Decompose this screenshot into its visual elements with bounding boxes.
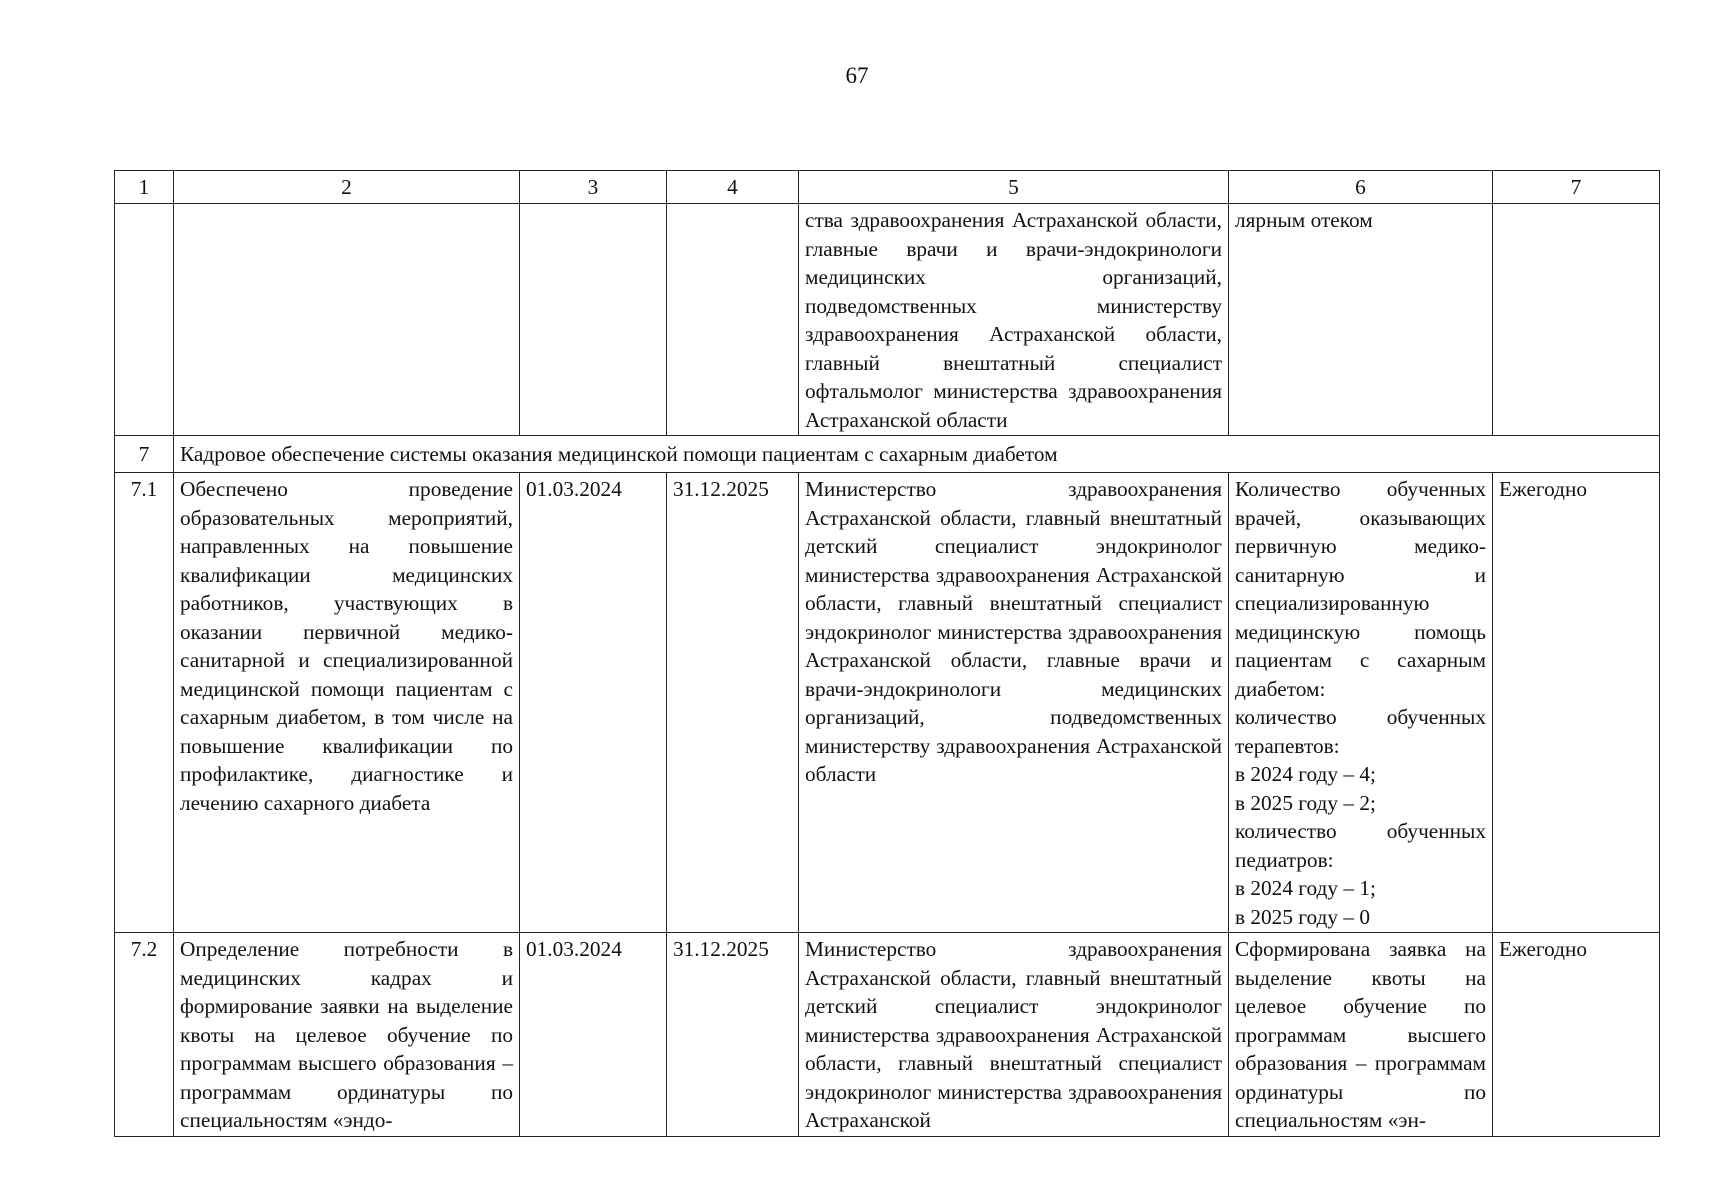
result-line: в 2024 году – 4; <box>1235 762 1376 786</box>
column-header-4: 4 <box>667 171 799 204</box>
table-header-row <box>115 171 1660 204</box>
result-line: количество обученных терапевтов: <box>1235 705 1486 758</box>
table-row <box>115 473 1660 933</box>
section-number: 7 <box>115 436 174 473</box>
cell-empty <box>115 204 174 436</box>
cell-frequency: Ежегодно <box>1493 933 1660 1137</box>
cell-result: Сформирована заявка на выделение квоты на целевое обучение по программам высшего образования – программам ординатуры по специальностям «эн- <box>1229 933 1493 1137</box>
cell-empty <box>174 204 520 436</box>
section-title: Кадровое обеспечение системы оказания медицинской помощи пациентам с сахарным диабетом <box>174 436 1660 473</box>
cell-action: Определение потребности в медицинских кадрах и формирование заявки на выделение квоты на целевое обучение по программам высшего образования – программам ординатуры по специальностям «эндо- <box>174 933 520 1137</box>
cell-end-date: 31.12.2025 <box>667 933 799 1137</box>
continuation-row <box>115 204 1660 436</box>
column-header-2: 2 <box>174 171 520 204</box>
column-header-1: 1 <box>115 171 174 204</box>
cell-empty <box>667 204 799 436</box>
cell-end-date: 31.12.2025 <box>667 473 799 933</box>
cell-result: лярным отеком <box>1229 204 1493 436</box>
result-line: количество обученных педиатров: <box>1235 819 1486 872</box>
cell-result <box>1229 473 1493 933</box>
cell-responsible: ства здравоохранения Астраханской области, главные врачи и врачи-эндокринологи медицинских организаций, подведомственных министерству здравоохранения Астраханской области, главный внештатный специалист офтальмолог министерства здравоохранения Астраханской области <box>799 204 1229 436</box>
table-row <box>115 933 1660 1137</box>
result-line: в 2025 году – 2; <box>1235 790 1376 815</box>
cell-action: Обеспечено проведение образовательных мероприятий, направленных на повышение квалификации медицинских работников, участвующих в оказании первичной медико-санитарной и специализированной медицинской помощи пациентам с сахарным диабетом, в том числе на повышение квалификации по профилактике, диагностике и лечению сахарного диабета <box>174 473 520 933</box>
column-header-6: 6 <box>1229 171 1493 204</box>
cell-frequency: Ежегодно <box>1493 473 1660 933</box>
cell-empty <box>1493 204 1660 436</box>
result-line: в 2025 году – 0 <box>1235 904 1370 929</box>
measures-table <box>114 170 1660 1137</box>
cell-start-date: 01.03.2024 <box>520 933 667 1137</box>
column-header-3: 3 <box>520 171 667 204</box>
section-row <box>115 436 1660 473</box>
cell-responsible: Министерство здравоохранения Астраханской области, главный внештатный детский специалист эндокринолог министерства здравоохранения Астраханской области, главный внештатный специалист эндокринолог министерства здравоохранения Астраханской <box>799 933 1229 1137</box>
cell-start-date: 01.03.2024 <box>520 473 667 933</box>
cell-empty <box>520 204 667 436</box>
page-number: 67 <box>845 63 869 88</box>
row-number: 7.2 <box>115 933 174 1137</box>
row-number: 7.1 <box>115 473 174 933</box>
column-header-7: 7 <box>1493 171 1660 204</box>
result-line: в 2024 году – 1; <box>1235 876 1376 900</box>
column-header-5: 5 <box>799 171 1229 204</box>
cell-responsible: Министерство здравоохранения Астраханской области, главный внештатный детский специалист эндокринолог министерства здравоохранения Астраханской области, главный внештатный специалист эндокринолог министерства здравоохранения Астраханской области, главные врачи и врачи-эндокринологи медицинских организаций, подведомственных министерству здравоохранения Астраханской области <box>799 473 1229 933</box>
result-intro: Количество обученных врачей, оказывающих первичную медико-санитарную и специализированную медицинскую помощь пациентам с сахарным диабетом: <box>1235 477 1486 701</box>
